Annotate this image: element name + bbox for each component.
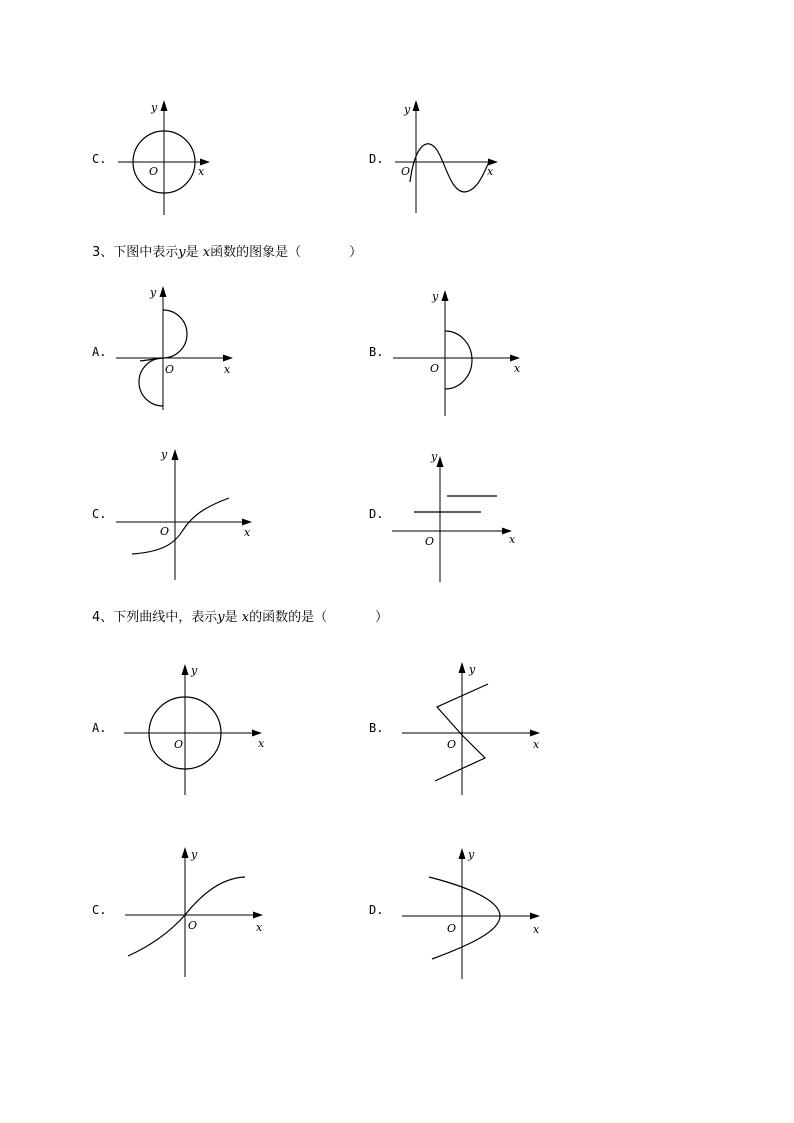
svg-text:y: y xyxy=(469,663,476,676)
svg-text:O: O xyxy=(149,165,159,178)
q4-option-b-label: B. xyxy=(369,721,384,735)
svg-text:y: y xyxy=(191,664,198,677)
svg-text:y: y xyxy=(191,848,198,861)
q3-option-c-label: C. xyxy=(92,507,107,521)
svg-text:y: y xyxy=(150,286,157,299)
q3-option-a-label: A. xyxy=(92,345,107,359)
svg-text:x: x xyxy=(256,921,263,934)
svg-text:O: O xyxy=(165,363,175,376)
svg-text:O: O xyxy=(447,738,457,751)
svg-text:y: y xyxy=(151,101,158,114)
svg-text:x: x xyxy=(509,533,516,546)
svg-text:O: O xyxy=(188,919,198,932)
q4-question-text: 4、下列曲线中，表示y是 x的函数的是（ ） xyxy=(92,610,389,625)
svg-text:y: y xyxy=(468,848,475,861)
q2-option-d-label: D. xyxy=(369,152,384,166)
q4-option-c-label: C. xyxy=(92,903,107,917)
svg-text:O: O xyxy=(401,165,411,178)
q3-option-d-label: D. xyxy=(369,507,384,521)
svg-text:O: O xyxy=(174,738,184,751)
svg-text:x: x xyxy=(514,362,521,375)
svg-text:O: O xyxy=(430,362,440,375)
svg-text:x: x xyxy=(487,165,494,178)
svg-text:x: x xyxy=(224,363,231,376)
q4-option-d-label: D. xyxy=(369,903,384,917)
svg-text:y: y xyxy=(161,448,168,461)
q3-question-text: 3、下图中表示y是 x函数的图象是（ ） xyxy=(92,245,363,260)
svg-text:y: y xyxy=(432,290,439,303)
svg-text:O: O xyxy=(425,535,435,548)
svg-text:x: x xyxy=(533,923,540,936)
svg-text:O: O xyxy=(447,922,457,935)
svg-text:x: x xyxy=(533,738,540,751)
q2-option-c-label: C. xyxy=(92,152,107,166)
svg-text:x: x xyxy=(198,165,205,178)
q4-option-a-label: A. xyxy=(92,721,107,735)
svg-text:x: x xyxy=(244,526,251,539)
svg-text:O: O xyxy=(160,525,170,538)
svg-text:x: x xyxy=(258,737,265,750)
svg-text:y: y xyxy=(431,450,438,463)
svg-text:y: y xyxy=(404,103,411,116)
q3-option-b-label: B. xyxy=(369,345,384,359)
